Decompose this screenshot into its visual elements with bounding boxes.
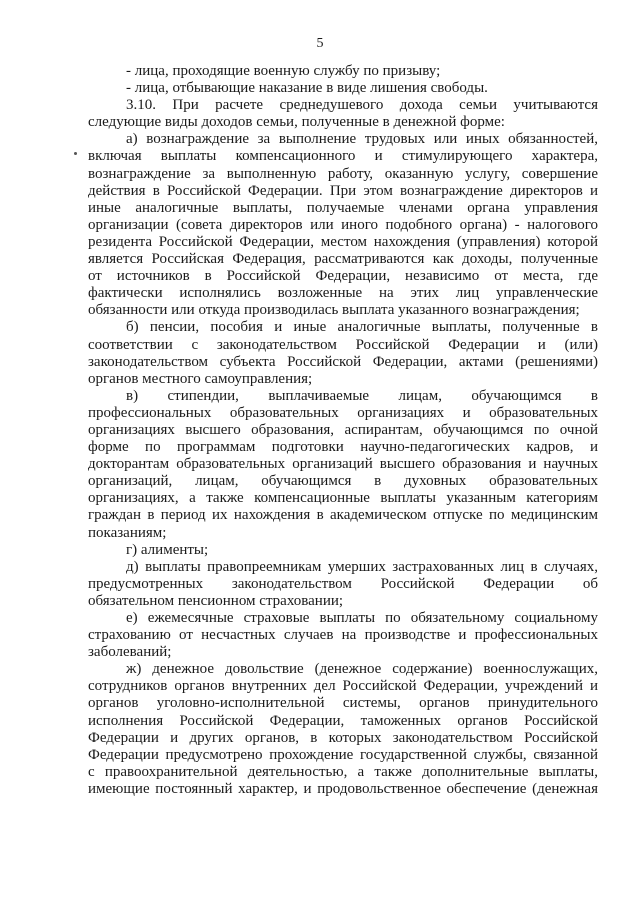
text-line: следующие виды доходов семьи, полученные в денежной форме: — [88, 114, 505, 131]
text-line: законодательством субъекта Российской Федерации, актами (решениями) — [88, 353, 598, 370]
text-line: страхованию от несчастных случаев на производстве и профессиональных — [88, 627, 598, 644]
text-line: вознаграждение за выполненную работу, оказанную услугу, совершение — [88, 165, 598, 182]
text-line: от источников в Российской Федерации, независимо от места, где — [88, 268, 598, 285]
text-line: профессиональных образовательных организациях и образовательных — [88, 404, 598, 421]
text-line: с правоохранительной деятельностью, а также дополнительные выплаты, — [88, 763, 598, 780]
text-line: б) пенсии, пособия и иные аналогичные выплаты, полученные в — [126, 319, 598, 336]
text-line: а) вознаграждение за выполнение трудовых или иных обязанностей, — [126, 131, 598, 148]
text-line: форме по программам подготовки научно-педагогических кадров, и — [88, 439, 598, 456]
text-line: граждан в период их нахождения в академическом отпуске по медицинским — [88, 507, 598, 524]
text-line: показаниям; — [88, 524, 167, 541]
text-line: заболеваний; — [88, 644, 172, 661]
text-line: обязательном пенсионном страховании; — [88, 592, 344, 609]
text-line: сотрудников органов внутренних дел Российской Федерации, учреждений и — [88, 678, 598, 695]
text-line: г) алименты; — [126, 541, 209, 558]
text-line: обязанности или откуда производилась выплата указанного вознаграждения; — [88, 302, 580, 319]
text-line: действия в Российской Федерации. При этом вознаграждение директоров и — [88, 182, 598, 199]
text-line: Федерации предусмотрено прохождение государственной службы, связанной — [88, 746, 598, 763]
text-line: е) ежемесячные страховые выплаты по обязательному социальному — [126, 610, 598, 626]
text-line: исполнения Российской Федерации, таможенных органов Российской — [88, 712, 598, 729]
text-line: в) стипендии, выплачиваемые лицам, обучающимся в — [126, 387, 598, 404]
text-line: - лица, проходящие военную службу по призыву; — [126, 63, 441, 79]
text-line: - лица, отбывающие наказание в виде лишения свободы. — [126, 80, 488, 97]
text-line: д) выплаты правопреемникам умерших застрахованных лиц в случаях, — [126, 558, 598, 575]
text-line: организациях высшего образования, аспирантам, обучающимся по очной — [88, 421, 598, 438]
text-line: 3.10. При расчете среднедушевого дохода семьи учитываются — [126, 97, 598, 114]
text-line: Федерации и других органов, в которых законодательством Российской — [88, 729, 598, 746]
text-line: предусмотренных законодательством Российской Федерации об — [88, 575, 598, 592]
text-line: имеющие постоянный характер, и продовольственное обеспечение (денежная — [88, 780, 598, 797]
text-line: докторантам образовательных организаций высшего образования и научных — [88, 456, 598, 473]
text-line: организациях, а также компенсационные выплаты указанным категориям — [88, 490, 598, 507]
text-line: соответствии с законодательством Российской Федерации и (или) — [88, 336, 598, 353]
text-line: организации (совета директоров или иного подобного органа) - налогового — [88, 216, 598, 233]
text-line: ж) денежное довольствие (денежное содержание) военнослужащих, — [126, 661, 598, 678]
text-line: иные аналогичные выплаты, получаемые членами органа управления — [88, 199, 598, 216]
text-line: включая выплаты компенсационного и стимулирующего характера, — [88, 148, 598, 165]
text-line: фактически исполнялись возложенные на этих лиц управленческие — [88, 285, 598, 302]
text-line: организаций, лицам, обучающимся в духовных образовательных — [88, 473, 598, 490]
text-line: органов местного самоуправления; — [88, 370, 313, 387]
page-number: 5 — [316, 36, 324, 51]
text-line: является Российская Федерация, рассматриваются как доходы, полученные — [88, 251, 598, 268]
text-line: органов уголовно-исполнительной системы, органов принудительного — [88, 695, 598, 712]
text-line: резидента Российской Федерации, местом нахождения (управления) которой — [88, 233, 598, 250]
margin-speck — [74, 152, 77, 155]
body-text — [88, 63, 598, 798]
